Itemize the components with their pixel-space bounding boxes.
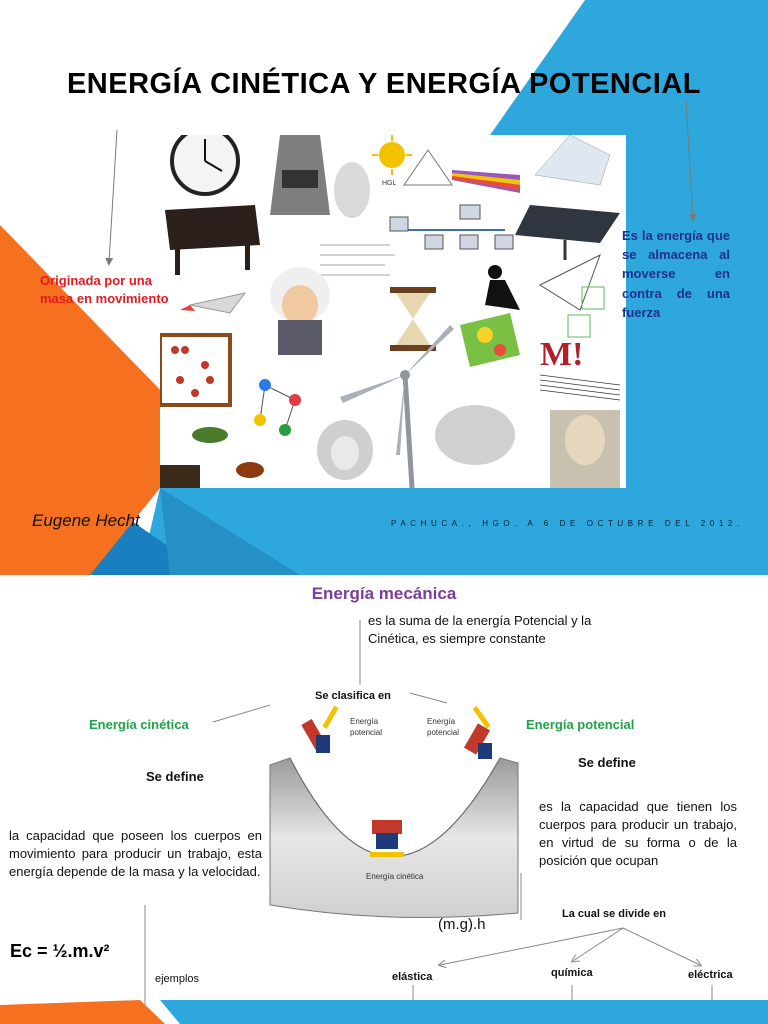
- kinetic-energy-formula: Ec = ½.m.v²: [10, 941, 110, 961]
- ramp-label-potential-left: Energía potencial: [350, 717, 383, 737]
- runner-icon: [488, 265, 502, 279]
- surface-plot-icon: [535, 135, 610, 185]
- place-date: PACHUCA., HGO. A 6 DE OCTUBRE DEL 2012.: [391, 519, 744, 528]
- type-chemical: química: [551, 967, 593, 979]
- kinetic-origin-note: Originada por una masa en movimiento: [40, 273, 169, 306]
- type-elastic: elástica: [392, 971, 433, 983]
- right-arrow: [686, 100, 693, 218]
- plant-icon: [192, 427, 228, 443]
- mechanical-energy-definition: es la suma de la energía Potencial y la Cinética, es siempre constante: [368, 613, 592, 646]
- svg-text:M!: M!: [540, 336, 584, 373]
- abacus-icon: [160, 335, 230, 405]
- kinetic-define-label: Se define: [146, 769, 204, 784]
- hourglass-icon: [390, 287, 436, 351]
- slide-title: ENERGÍA CINÉTICA Y ENERGÍA POTENCIAL: [66, 68, 702, 100]
- scientist-sketch-icon: [334, 162, 370, 218]
- divide-label: La cual se divide en: [562, 908, 666, 920]
- svg-text:HGL: HGL: [382, 180, 397, 187]
- kinetic-energy-definition: la capacidad que poseen los cuerpos en movimiento para producir un trabajo, esta energía depende de la masa y la velocidad.: [9, 828, 262, 879]
- space-shuttle-icon: [190, 293, 245, 313]
- classify-label: Se clasifica en: [315, 690, 391, 702]
- potential-energy-definition: es la capacidad que tienen los cuerpos para producir un trabajo, en virtud de su forma o de la posición que ocupan: [539, 799, 737, 868]
- music-staff-icon: [540, 375, 620, 400]
- potential-definition-note: Es la energía que se almacena al moverse en contra de una fuerza: [622, 228, 730, 320]
- ramp-label-potential-right: Energía potencial: [427, 717, 460, 737]
- network-diagram-icon: [390, 205, 513, 249]
- solar-panel-icon: [515, 205, 620, 243]
- potential-define-label: Se define: [578, 755, 636, 770]
- skater-left-icon: [301, 706, 338, 753]
- mechanical-energy-slide: [0, 575, 768, 1024]
- blue-bottom-band: [160, 1000, 768, 1024]
- sun-icon: [379, 142, 405, 168]
- orange-bottom-band: [0, 1000, 165, 1024]
- mechanical-energy-heading: Energía mecánica: [311, 584, 457, 603]
- molecule-icon: [254, 379, 301, 436]
- science-collage-image: [160, 135, 626, 488]
- violin-icon: [236, 462, 264, 478]
- ramp-label-kinetic: Energía cinética: [366, 872, 424, 881]
- geometry-triangle-icon: [540, 255, 600, 310]
- kinetic-energy-label: Energía cinética: [89, 717, 189, 732]
- handwritten-equations-icon: [320, 245, 395, 275]
- collage-drawing: [160, 135, 626, 488]
- skater-bottom-icon: [370, 820, 404, 857]
- left-arrow: [109, 130, 117, 262]
- potential-energy-formula: (m.g).h: [438, 916, 486, 933]
- potential-energy-label: Energía potencial: [526, 717, 635, 732]
- sketch-figure-icon: [435, 405, 515, 465]
- author-name: Eugene Hecht: [32, 511, 140, 530]
- examples-label: ejemplos: [155, 973, 200, 985]
- type-electrical: eléctrica: [688, 969, 733, 981]
